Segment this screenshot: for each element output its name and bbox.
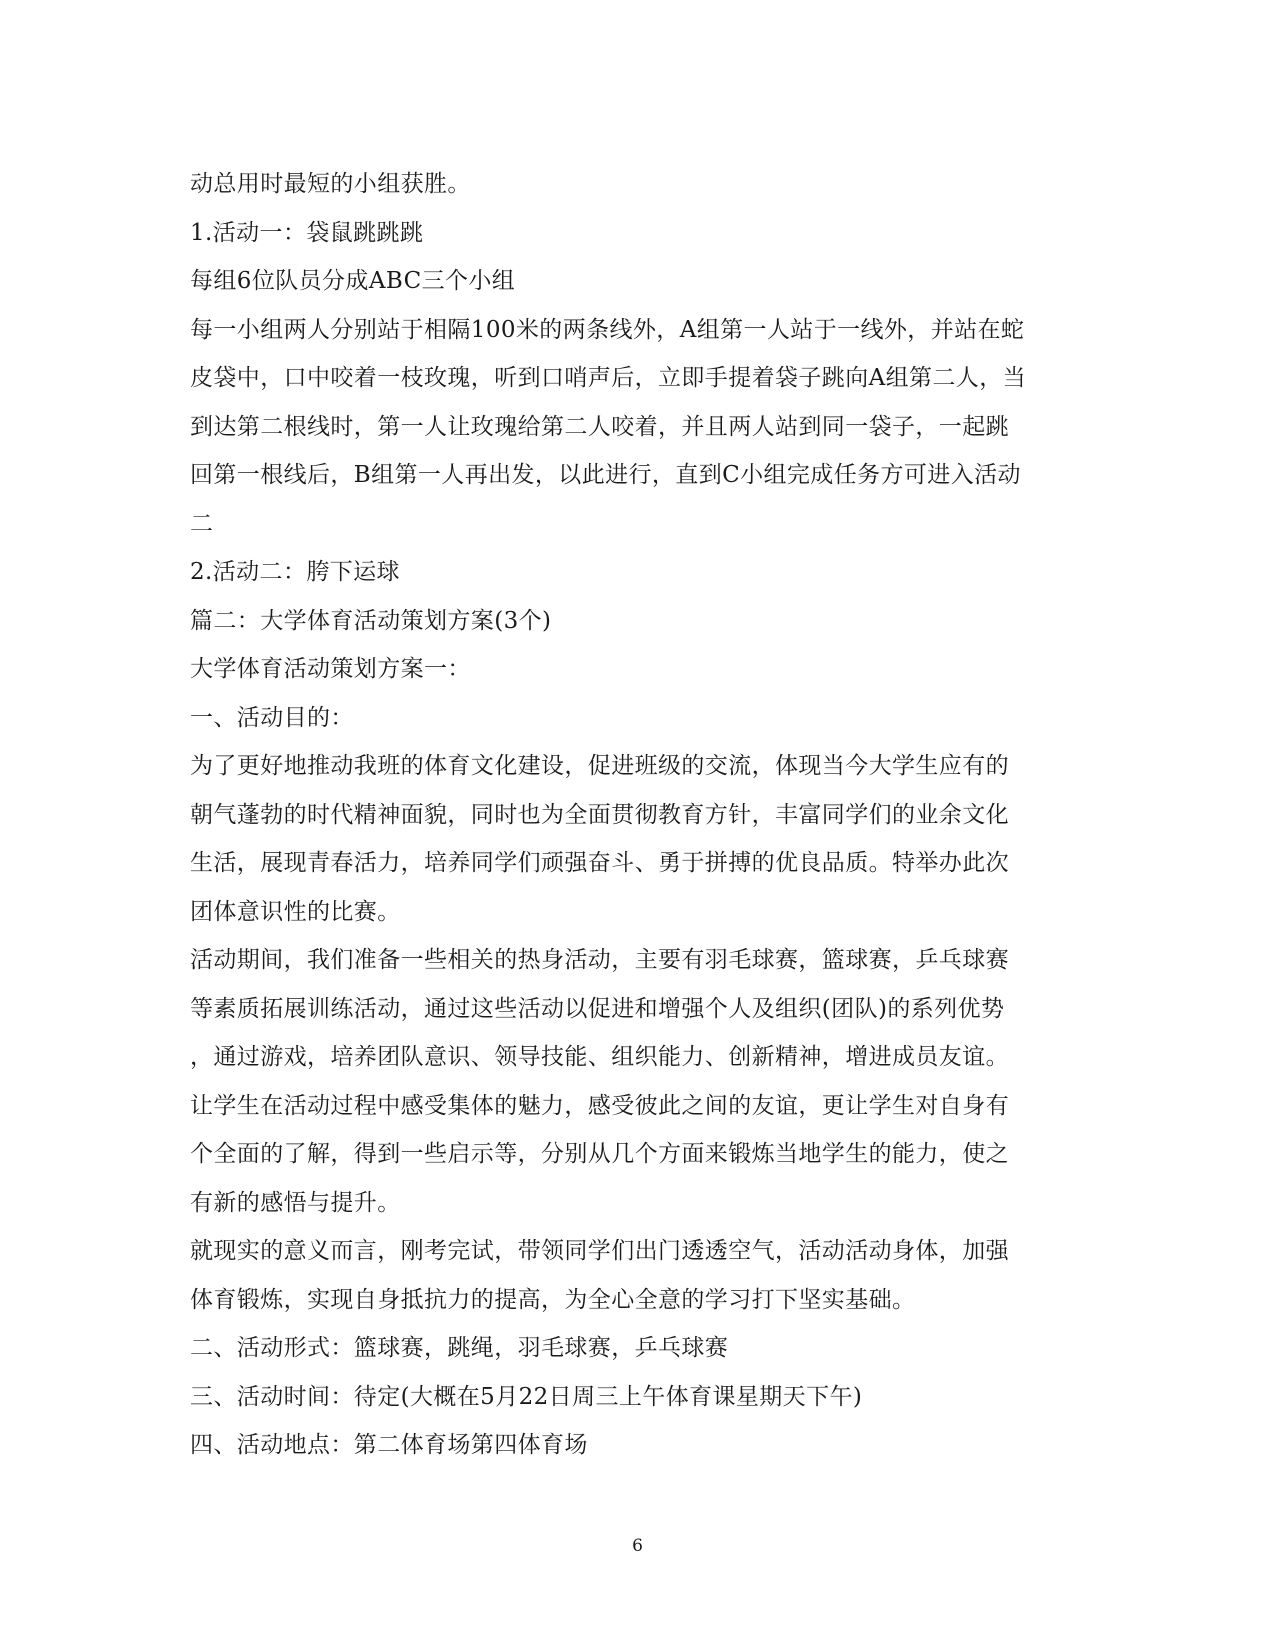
text-line: 等素质拓展训练活动，通过这些活动以促进和增强个人及组织(团队)的系列优势 [190, 995, 1005, 1022]
text-line: ，通过游戏，培养团队意识、领导技能、组织能力、创新精神，增进成员友谊。 [190, 1044, 1009, 1070]
text-line: 生活，展现青春活力，培养同学们顽强奋斗、勇于拼搏的优良品质。特举办此次 [190, 850, 1009, 876]
text-line: 朝气蓬勃的时代精神面貌，同时也为全面贯彻教育方针，丰富同学们的业余文化 [190, 801, 1009, 828]
section-heading: 二、活动形式：篮球赛，跳绳，羽毛球赛，乒乓球赛 [190, 1335, 729, 1361]
text-line: 回第一根线后，B组第一人再出发，以此进行，直到C小组完成任务方可进入活动 [190, 462, 1021, 488]
text-line: 就现实的意义而言，刚考完试，带领同学们出门透透空气，活动活动身体，加强 [190, 1238, 1009, 1264]
document-body [190, 160, 1085, 1470]
chapter-heading: 篇二：大学体育活动策划方案(3个) [190, 607, 552, 634]
text-line: 每组6位队员分成ABC三个小组 [190, 268, 516, 294]
text-line: 每一小组两人分别站于相隔100米的两条线外，A组第一人站于一线外，并站在蛇 [190, 316, 1025, 343]
text-line: 团体意识性的比赛。 [190, 898, 401, 925]
section-heading: 1.活动一：袋鼠跳跳跳 [190, 219, 424, 246]
text-line: 到达第二根线时，第一人让玫瑰给第二人咬着，并且两人站到同一袋子，一起跳 [190, 413, 1009, 440]
text-line: 皮袋中，口中咬着一枝玫瑰，听到口哨声后，立即手提着袋子跳向A组第二人，当 [190, 365, 1027, 391]
text-line: 个全面的了解，得到一些启示等，分别从几个方面来锻炼当地学生的能力，使之 [190, 1141, 1009, 1167]
text-line: 让学生在活动过程中感受集体的魅力，感受彼此之间的友谊，更让学生对自身有 [190, 1092, 1009, 1119]
text-line: 二 [190, 510, 214, 537]
section-heading: 一、活动目的： [190, 704, 354, 731]
text-line: 活动期间，我们准备一些相关的热身活动，主要有羽毛球赛，篮球赛，乒乓球赛 [190, 947, 1009, 973]
text-line: 动总用时最短的小组获胜。 [190, 171, 471, 197]
text-line: 体育锻炼，实现自身抵抗力的提高，为全心全意的学习打下坚实基础。 [190, 1286, 916, 1313]
section-heading: 四、活动地点：第二体育场第四体育场 [190, 1432, 588, 1458]
page-number: 6 [632, 1536, 643, 1556]
plan-heading: 大学体育活动策划方案一： [190, 656, 471, 682]
text-line: 有新的感悟与提升。 [190, 1189, 401, 1216]
section-heading: 三、活动时间：待定(大概在5月22日周三上午体育课星期天下午) [190, 1383, 863, 1410]
section-heading: 2.活动二：胯下运球 [190, 559, 400, 585]
text-line: 为了更好地推动我班的体育文化建设，促进班级的交流，体现当今大学生应有的 [190, 753, 1009, 779]
